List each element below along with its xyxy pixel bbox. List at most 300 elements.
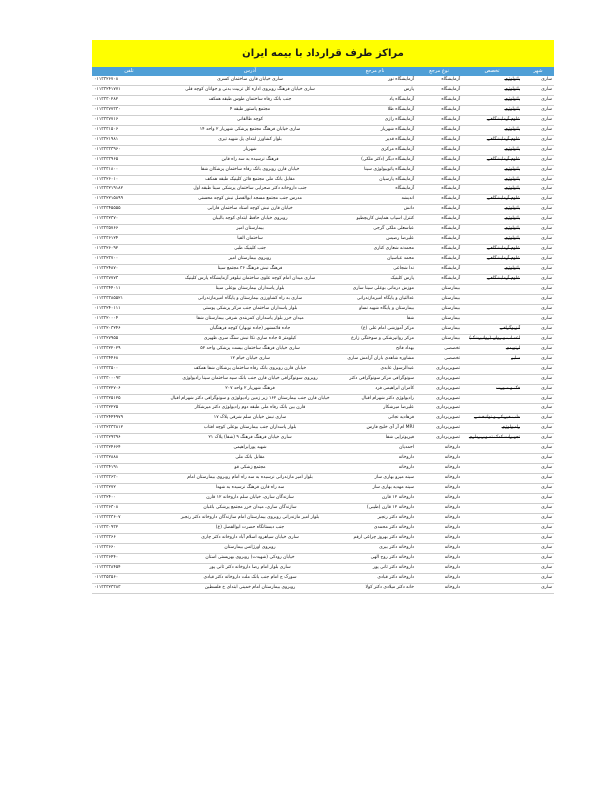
row-specialty <box>462 294 522 304</box>
table-row <box>92 533 554 543</box>
row-address: شهید پورابراهیمی <box>166 444 334 454</box>
table-row <box>92 314 554 324</box>
row-city: ساری <box>522 155 554 165</box>
row-city: ساری <box>522 563 554 573</box>
row-specialty <box>462 364 522 374</box>
row-center-type: داروخانه <box>416 503 462 513</box>
row-center-type: داروخانه <box>416 454 462 464</box>
row-address: سورک ج امام جنب بانک ملت داروخانه دکتر قبادی <box>166 573 334 583</box>
row-address: کیلومتر ۵ جاده ساری نکا نبش سنگ سری ظهیری <box>166 334 334 344</box>
row-center-name: آزمایشگاه رازی <box>334 115 416 125</box>
row-address: بلوار امیر مازندرانی نرسیده به سه راه امام روبروی بیمارستان امام <box>166 474 334 484</box>
row-address: روبروی خیابان حافظ ابتدای کوچه بالیبان <box>166 215 334 225</box>
row-city: ساری <box>522 344 554 354</box>
row-city: ساری <box>522 553 554 563</box>
row-center-type: آزمایشگاه <box>416 145 462 155</box>
row-center-name: داروخانه <box>334 454 416 464</box>
row-city: ساری <box>522 235 554 245</box>
row-specialty <box>462 454 522 464</box>
row-address: روبروی بیمارستان امام خمینی ابتدای خ فلسطین <box>166 583 334 593</box>
row-address: روبروی اورژانس بیمارستان <box>166 543 334 553</box>
row-specialty: علوم آزمایشگاهی <box>462 135 522 145</box>
row-center-name: آزمایشگاه نور <box>334 76 416 85</box>
table-row <box>92 454 554 464</box>
row-specialty <box>462 474 522 484</box>
row-center-type: آزمایشگاه <box>416 125 462 135</box>
row-center-type: داروخانه <box>416 523 462 533</box>
row-specialty: فک و صورت <box>462 384 522 394</box>
row-city: ساری <box>522 573 554 583</box>
row-center-name: داروخانه <box>334 464 416 474</box>
row-center-type: آزمایشگاه <box>416 275 462 285</box>
row-center-name: علیرضا رضیس <box>334 235 416 245</box>
row-specialty <box>462 494 522 504</box>
row-phone: ۰۱۱۳۳۳۳۶۳۰ <box>92 474 166 484</box>
table-row <box>92 384 554 394</box>
column-header-city: شهر <box>533 68 543 74</box>
row-center-name: مرکز آموزشی امام علی (ع) <box>334 324 416 334</box>
row-city: ساری <box>522 454 554 464</box>
row-city: ساری <box>522 513 554 523</box>
row-address: خیابان رودکی (شهیدت) روبروی بهزیستی استان <box>166 553 334 563</box>
table-row <box>92 175 554 185</box>
row-center-name: بهداد فاتح <box>334 344 416 354</box>
table-row <box>92 235 554 245</box>
row-city: ساری <box>522 115 554 125</box>
row-specialty <box>462 404 522 414</box>
row-center-name: آزمایشگاه پارسیان <box>334 175 416 185</box>
row-address: ساری خیابان قارن ساختمان کسری <box>166 76 334 85</box>
table-row <box>92 563 554 573</box>
row-phone: ۰۱۱۳۳۳۷۷۳۳۰ <box>92 105 166 115</box>
row-phone: ۰۱۱۳۳۳۶۱۲۴ <box>92 235 166 245</box>
row-center-name: محمدنه شعاری کناری <box>334 245 416 255</box>
row-center-name: اندیشه <box>334 195 416 205</box>
row-address: روبروی سونوگرافی خیابان قارن جنب بانک سپه ساختمان سینا رادیولوژی <box>166 374 334 384</box>
row-specialty <box>462 314 522 324</box>
row-center-type: داروخانه <box>416 474 462 484</box>
row-center-name: آزمایشگاه <box>334 185 416 195</box>
table-row <box>92 155 554 165</box>
row-city: ساری <box>522 334 554 344</box>
row-center-name: آزمایشگاه دیگر (دکتر ملکی) <box>334 155 416 165</box>
row-center-type: داروخانه <box>416 444 462 454</box>
row-specialty <box>462 394 522 404</box>
row-phone: ۰۱۱۳۳۳۳۹۶۵ <box>92 155 166 165</box>
row-center-name: پارس کلینیک <box>334 275 416 285</box>
row-center-type: آزمایشگاه <box>416 205 462 215</box>
row-center-name: آزمایشگاه مرکزی <box>334 145 416 155</box>
row-city: ساری <box>522 275 554 285</box>
table-row <box>92 255 554 265</box>
row-center-type: آزمایشگاه <box>416 155 462 165</box>
row-city: ساری <box>522 354 554 364</box>
row-address: بلوار پاسداران بیمارستان بوعلی سینا <box>166 285 334 295</box>
row-phone: ۰۱۱۳۳۳۲۲۲۵ <box>92 404 166 414</box>
row-specialty: پاتولوژی <box>462 205 522 215</box>
row-center-type: تصویربرداری <box>416 384 462 394</box>
table-row <box>92 165 554 175</box>
table-row <box>92 354 554 364</box>
row-center-name: مشاوره شاهدی باران آرامش ساری <box>334 354 416 364</box>
row-specialty <box>462 304 522 314</box>
row-city: ساری <box>522 424 554 434</box>
row-phone: ۰۱۱۳۳۳۲۵۱۲۵ <box>92 394 166 404</box>
table-body <box>92 76 554 593</box>
table-row <box>92 125 554 135</box>
row-address: مجتمع پاستور طبقه ۴ <box>166 105 334 115</box>
row-address: بلوار پاسداران جنب بیمارستان بوعلی کوچه افتاب <box>166 424 334 434</box>
row-center-type: آزمایشگاه <box>416 235 462 245</box>
row-center-type: بیمارستان <box>416 285 462 295</box>
row-center-name: ندا شجاعی <box>334 265 416 275</box>
row-center-type: تصویربرداری <box>416 424 462 434</box>
row-phone: ۰۱۱۳۳۲۶۷۰۸ <box>92 76 166 85</box>
row-specialty: رادیولوژی <box>462 424 522 434</box>
row-specialty: ارتوپدی <box>462 344 522 354</box>
row-phone: ۰۱۱۳۳۳۲۲۷۰۶ <box>92 384 166 394</box>
row-phone: ۰۱۱۳۳۳۲۲۰۲۹ <box>92 344 166 354</box>
document-sheet <box>92 40 554 594</box>
table-row <box>92 394 554 404</box>
row-address: ساری خیابان خیام ۱۲ <box>166 354 334 364</box>
table-row <box>92 195 554 205</box>
row-address: فرهنگ شهریار ۲ واحد ۲۰۷ <box>166 384 334 394</box>
table-row <box>92 225 554 235</box>
table-row <box>92 474 554 484</box>
table-row <box>92 434 554 444</box>
row-city: ساری <box>522 285 554 295</box>
row-phone: ۰۱۱۳۳۳۲۳۳۸۳ <box>92 583 166 593</box>
table-row <box>92 275 554 285</box>
row-address: خیابان قارن جنب بیمارستان ۱۶۲ زیر زمین رادیولوژی و سونوگرافی دکتر شهرام اقبال <box>166 394 334 404</box>
row-specialty: علوم آزمایشگاهی <box>462 115 522 125</box>
row-specialty: پاتولوژی <box>462 165 522 175</box>
row-center-name: سینه مهدیه بهاری ساز <box>334 484 416 494</box>
row-specialty: علوم آزمایشگاهی <box>462 155 522 165</box>
row-specialty <box>462 543 522 553</box>
row-phone: ۰۱۱۳۳۳۳۳۶۰۷ <box>92 513 166 523</box>
row-center-type: بیمارستان <box>416 334 462 344</box>
row-address: سازندگان ساری، خیابان سلم داروخانه ۱۲ قارن <box>166 494 334 504</box>
row-city: ساری <box>522 215 554 225</box>
row-center-name: آزمایشگاه طلا <box>334 105 416 115</box>
row-center-name: آزمایشگاه پاد <box>334 95 416 105</box>
row-address: سه راه قارن فرهنگ نرسیده به شهدا <box>166 484 334 494</box>
row-address: ساختمان الفبا <box>166 235 334 245</box>
row-center-type: آزمایشگاه <box>416 185 462 195</box>
table-row <box>92 294 554 304</box>
row-city: ساری <box>522 494 554 504</box>
row-center-name: سونوگرافی مرکز سونوگرافی دکتر <box>334 374 416 384</box>
row-address: ساری خیابان فرهنگ ساختمان بیست پزشکی واحد ۵۲ <box>166 344 334 354</box>
row-center-type: بیمارستان <box>416 294 462 304</box>
row-address: سازندگان ساری، میدان خزر مجتمع پزشکی باغبان <box>166 503 334 513</box>
page-title: مراکز طرف قرارداد با بیمه ایران <box>92 40 554 67</box>
table-row <box>92 245 554 255</box>
table-row <box>92 205 554 215</box>
row-center-type: تصویربرداری <box>416 364 462 374</box>
row-city: ساری <box>522 205 554 215</box>
row-specialty: پاتولوژی <box>462 185 522 195</box>
column-header-specialty: تخصص <box>484 68 500 74</box>
row-address: خیابان قارن روبروی بانک رفاه ساختمان پزشکان شفا همکف <box>166 364 334 374</box>
row-center-type: تصویربرداری <box>416 414 462 424</box>
row-specialty: سایر <box>462 354 522 364</box>
row-center-type: داروخانه <box>416 464 462 474</box>
row-address: مقابل بانک ملی مجتمع قائن کلینیک طبقه همکف <box>166 175 334 185</box>
row-center-type: آزمایشگاه <box>416 105 462 115</box>
row-city: ساری <box>522 105 554 115</box>
row-city: ساری <box>522 583 554 593</box>
row-address: ساری خیابان فرهنگ فرهنگ ۹ (شفا) پلاک ۲۱ <box>166 434 334 444</box>
row-city: ساری <box>522 185 554 195</box>
table-row <box>92 324 554 334</box>
row-specialty <box>462 583 522 593</box>
row-center-name: داروخانه دکتر رنجبر <box>334 513 416 523</box>
row-center-name: فرهادیه نجاتی <box>334 414 416 424</box>
row-address: ساری میدان امام کوچه علوی ساختمان نیلوفر آزمایشگاه پارس کلینیک <box>166 275 334 285</box>
table-row <box>92 334 554 344</box>
row-center-type: آزمایشگاه <box>416 245 462 255</box>
row-specialty <box>462 285 522 295</box>
row-center-name: عبدالرسول عابدی <box>334 364 416 374</box>
column-header-phone: تلفن <box>124 68 134 74</box>
row-phone: ۰۱۱۳۳۳۷۷۱۶ <box>92 115 166 125</box>
row-city: ساری <box>522 255 554 265</box>
row-city: ساری <box>522 324 554 334</box>
column-header-center-type: نوع مرجع <box>429 68 449 74</box>
row-center-name: علیرضا میرشکار <box>334 404 416 414</box>
row-city: ساری <box>522 125 554 135</box>
row-specialty <box>462 563 522 573</box>
row-city: ساری <box>522 135 554 145</box>
row-phone: ۰۱۱۳۳۳۳۸۴۵۴ <box>92 563 166 573</box>
row-center-name: رادیولوژی دکتر شهرام اقبال <box>334 394 416 404</box>
row-phone: ۰۱۱۳۳۳۰۲۸۲ <box>92 95 166 105</box>
row-phone: ۰۱۱۳۳۳۷۷۷۳ <box>92 275 166 285</box>
row-specialty: پاتولوژی <box>462 175 522 185</box>
row-center-name: مرکز روانپزشکی و سوختگی زارع <box>334 334 416 344</box>
row-center-type: داروخانه <box>416 533 462 543</box>
row-city: ساری <box>522 195 554 205</box>
table-row <box>92 105 554 115</box>
table-row <box>92 344 554 354</box>
row-phone: ۰۱۱۳۳۳۴۵۵۵۵ <box>92 205 166 215</box>
row-city: ساری <box>522 404 554 414</box>
table-row <box>92 135 554 145</box>
table-row <box>92 304 554 314</box>
row-phone: ۰۱۱۳۳۲۲۱۵۸۹۹ <box>92 195 166 205</box>
row-specialty: پاتولوژی <box>462 235 522 245</box>
row-center-name: کامران ابراهیمی فرد <box>334 384 416 394</box>
row-city: ساری <box>522 434 554 444</box>
row-phone: ۰۱۱۳۳۲۶۰۹۲ <box>92 245 166 255</box>
row-address: ساری به راه کشاورزی بیمارستان و پایگاه امیرمازندرانی <box>166 294 334 304</box>
row-center-type: داروخانه <box>416 573 462 583</box>
row-specialty: تجهیزات کمک تصویربرداری <box>462 434 522 444</box>
row-specialty: طب فیزیکی و توانبخشی <box>462 414 522 424</box>
row-city: ساری <box>522 384 554 394</box>
table-row <box>92 95 554 105</box>
row-address: جاده قائمشهر (جاده نوبهار) کوچه فرهنگیان <box>166 324 334 334</box>
row-city: ساری <box>522 543 554 553</box>
row-center-type: آزمایشگاه <box>416 265 462 275</box>
table-row <box>92 185 554 195</box>
row-address: مدرس جنب مجتمع مسجد ابوالفضل نبش کوچه محسنی <box>166 195 334 205</box>
row-address: جنب دبستانگاه حضرت ابوالفضل (ع) <box>166 523 334 533</box>
row-phone: ۰۱۱۳۳۲۱۹۸۱ <box>92 135 166 145</box>
table-row <box>92 374 554 384</box>
row-center-type: بیمارستان <box>416 324 462 334</box>
row-center-type: آزمایشگاه <box>416 95 462 105</box>
row-center-name: آزمایشگاه قدیر <box>334 135 416 145</box>
row-address: قارن بین بانک رفاه ملی طبقه دوم رادیولوژی دکتر میرشکار <box>166 404 334 414</box>
row-phone: ۰۱۱۳۳۳۶۴۴۰ <box>92 553 166 563</box>
row-address: ساری نبش خیابان سلم شرقی پلاک ۱۷ <box>166 414 334 424</box>
row-city: ساری <box>522 225 554 235</box>
row-center-name: کنترل اسپاپ همایش کاریچطیو <box>334 215 416 225</box>
row-center-type: تصویربرداری <box>416 404 462 414</box>
row-phone: ۰۱۱۳۳۲۴۰۱۱۱ <box>92 304 166 314</box>
row-center-name: فیزیوتراپی شفا <box>334 434 416 444</box>
centers-table <box>92 67 554 594</box>
row-center-type: تصویربرداری <box>416 374 462 384</box>
row-center-type: آزمایشگاه <box>416 215 462 225</box>
row-center-name: عباسعلی ملکی گرجی <box>334 225 416 235</box>
row-phone: ۰۱۱۳۳۳۱۸۰۰ <box>92 165 166 175</box>
row-address: فرهنگ نرسیده به سه راه قابن <box>166 155 334 165</box>
row-phone: ۰۱۱۳۳۳۶۳۰۸ <box>92 503 166 513</box>
row-specialty: پاتولوژی <box>462 225 522 235</box>
row-phone: ۰۱۱۳۳۳۲۹۳۹۶ <box>92 434 166 444</box>
table-row <box>92 484 554 494</box>
row-center-name: سینه میرو بهاری ساز <box>334 474 416 484</box>
row-specialty: پاتولوژی <box>462 265 522 275</box>
row-center-type: آزمایشگاه <box>416 135 462 145</box>
row-address: جنب کلینیک طبی <box>166 245 334 255</box>
row-address: کوچه طالقانی <box>166 115 334 125</box>
row-center-type: آزمایشگاه <box>416 175 462 185</box>
row-center-name: بیمارستان و پایگاه شهید نساو <box>334 304 416 314</box>
row-specialty <box>462 444 522 454</box>
row-center-name: داروخانه دکتر بهروز چراغی ارقم <box>334 533 416 543</box>
row-address: جنب داروخانه دکتر صحرایی ساختمان پزشکی سینا طبقه اول <box>166 185 334 195</box>
row-phone: ۰۱۱۳۳۳۵۷۶۶ <box>92 225 166 235</box>
row-center-type: آزمایشگاه <box>416 225 462 235</box>
row-center-type: آزمایشگاه <box>416 195 462 205</box>
row-center-name: MRI ام آر آی خلیج فارس <box>334 424 416 434</box>
row-phone: ۰۱۱۳۳۳۶۶۰ <box>92 543 166 553</box>
row-phone: ۰۱۱۳۳۳۲۷۲ <box>92 484 166 494</box>
row-center-name: محمد عباسیان <box>334 255 416 265</box>
column-header-center-name: نام مرجع <box>365 68 385 74</box>
row-center-name: احمدیان <box>334 444 416 454</box>
row-address: بلوار کشاورز ابتدای پل شهید تیری <box>166 135 334 145</box>
row-phone: ۰۱۱۳۳۳۲۴۶۶۴ <box>92 444 166 454</box>
table-row <box>92 76 554 85</box>
row-specialty: علوم آزمایشگاهی <box>462 275 522 285</box>
row-specialty: آنژیوگرافی <box>462 324 522 334</box>
row-address: مجتمع زشکی قو <box>166 464 334 474</box>
table-header-row <box>92 67 554 76</box>
row-specialty <box>462 513 522 523</box>
row-specialty: پاتولوژی <box>462 95 522 105</box>
row-city: ساری <box>522 503 554 513</box>
row-address: بلوار امیر مازندرانی روبروی بیمارستان امام سازندگان داروخانه دکتر رنجبر <box>166 513 334 523</box>
row-center-type: تصویربرداری <box>416 434 462 444</box>
row-address: ساری خیابان فرهنگ مجتمع پزشکی شهریار ۲ واحد ۱۴ <box>166 125 334 135</box>
row-phone: ۰۱۱۳۳۳۴۴۶۸ <box>92 354 166 364</box>
row-specialty: پاتولوژی <box>462 105 522 115</box>
row-phone: ۰۱۱۳۳۳۰۹۳۲ <box>92 523 166 533</box>
table-row <box>92 265 554 275</box>
row-phone: ۰۱۱۳۳۳۲۱۹۱۸۲ <box>92 185 166 195</box>
row-center-type: آزمایشگاه <box>416 85 462 95</box>
row-phone: ۰۱۱۳۳۲۶۰۱۰ <box>92 175 166 185</box>
row-phone: ۰۱۱۳۳۲۳۷۰۰ <box>92 255 166 265</box>
row-center-name: دانش <box>334 205 416 215</box>
row-center-type: بیمارستان <box>416 314 462 324</box>
row-phone: ۰۱۱۳۳۳۰۰۰۹۳ <box>92 374 166 384</box>
row-phone: ۰۱۱۳۳۲۴۸۷۰ <box>92 265 166 275</box>
row-center-type: داروخانه <box>416 484 462 494</box>
row-city: ساری <box>522 265 554 275</box>
row-center-type: داروخانه <box>416 494 462 504</box>
row-phone: ۰۱۱۳۳۳۱۵۰۶ <box>92 125 166 135</box>
row-center-name: داروخانه دکتر روح الهی <box>334 553 416 563</box>
row-specialty <box>462 464 522 474</box>
row-center-type: داروخانه <box>416 563 462 573</box>
row-phone: ۰۱۱۳۳۳۲۸۸۸ <box>92 454 166 464</box>
row-center-type: تخصصی <box>416 354 462 364</box>
row-phone: ۰۱۱۳۳۳۲۳۷۰ <box>92 215 166 225</box>
row-address: ساری بلوار امام رضا داروخانه دکتر ثانی پور <box>166 563 334 573</box>
row-city: ساری <box>522 464 554 474</box>
row-center-name: داروخانه دکتر بیری <box>334 543 416 553</box>
table-row <box>92 553 554 563</box>
row-address: مقابل بانک ملی <box>166 454 334 464</box>
row-center-type: داروخانه <box>416 553 462 563</box>
row-phone: ۰۱۱۳۳۳۳۶۶ <box>92 533 166 543</box>
row-center-name: داروخانه ۱۲ قارن <box>334 494 416 504</box>
row-address: جنب بانک رفاه ساختمان طوس طبقه همکف <box>166 95 334 105</box>
row-specialty: پاتولوژی <box>462 145 522 155</box>
column-header-address: آدرس <box>243 68 257 74</box>
row-phone: ۰۱۱۳۳۳۴۱۹۱ <box>92 464 166 474</box>
table-row <box>92 424 554 434</box>
row-city: ساری <box>522 165 554 175</box>
row-center-name: موزش درمانی بوعلی سینا ساری <box>334 285 416 295</box>
row-city: ساری <box>522 484 554 494</box>
table-row <box>92 494 554 504</box>
row-specialty <box>462 503 522 513</box>
row-center-name: داروخانه دکتر قبادی <box>334 573 416 583</box>
row-specialty <box>462 553 522 563</box>
table-row <box>92 543 554 553</box>
row-city: ساری <box>522 314 554 324</box>
row-phone: ۰۱۱۳۳۲۳۳۳۸۱۲ <box>92 424 166 434</box>
row-specialty <box>462 573 522 583</box>
row-specialty: پاتولوژی <box>462 215 522 225</box>
row-specialty: علوم آزمایشگاهی <box>462 195 522 205</box>
row-city: ساری <box>522 245 554 255</box>
row-city: ساری <box>522 95 554 105</box>
row-center-name: داروخانه دکتر ثانی پور <box>334 563 416 573</box>
row-city: ساری <box>522 304 554 314</box>
table-row <box>92 523 554 533</box>
row-specialty: علوم آزمایشگاهی <box>462 245 522 255</box>
